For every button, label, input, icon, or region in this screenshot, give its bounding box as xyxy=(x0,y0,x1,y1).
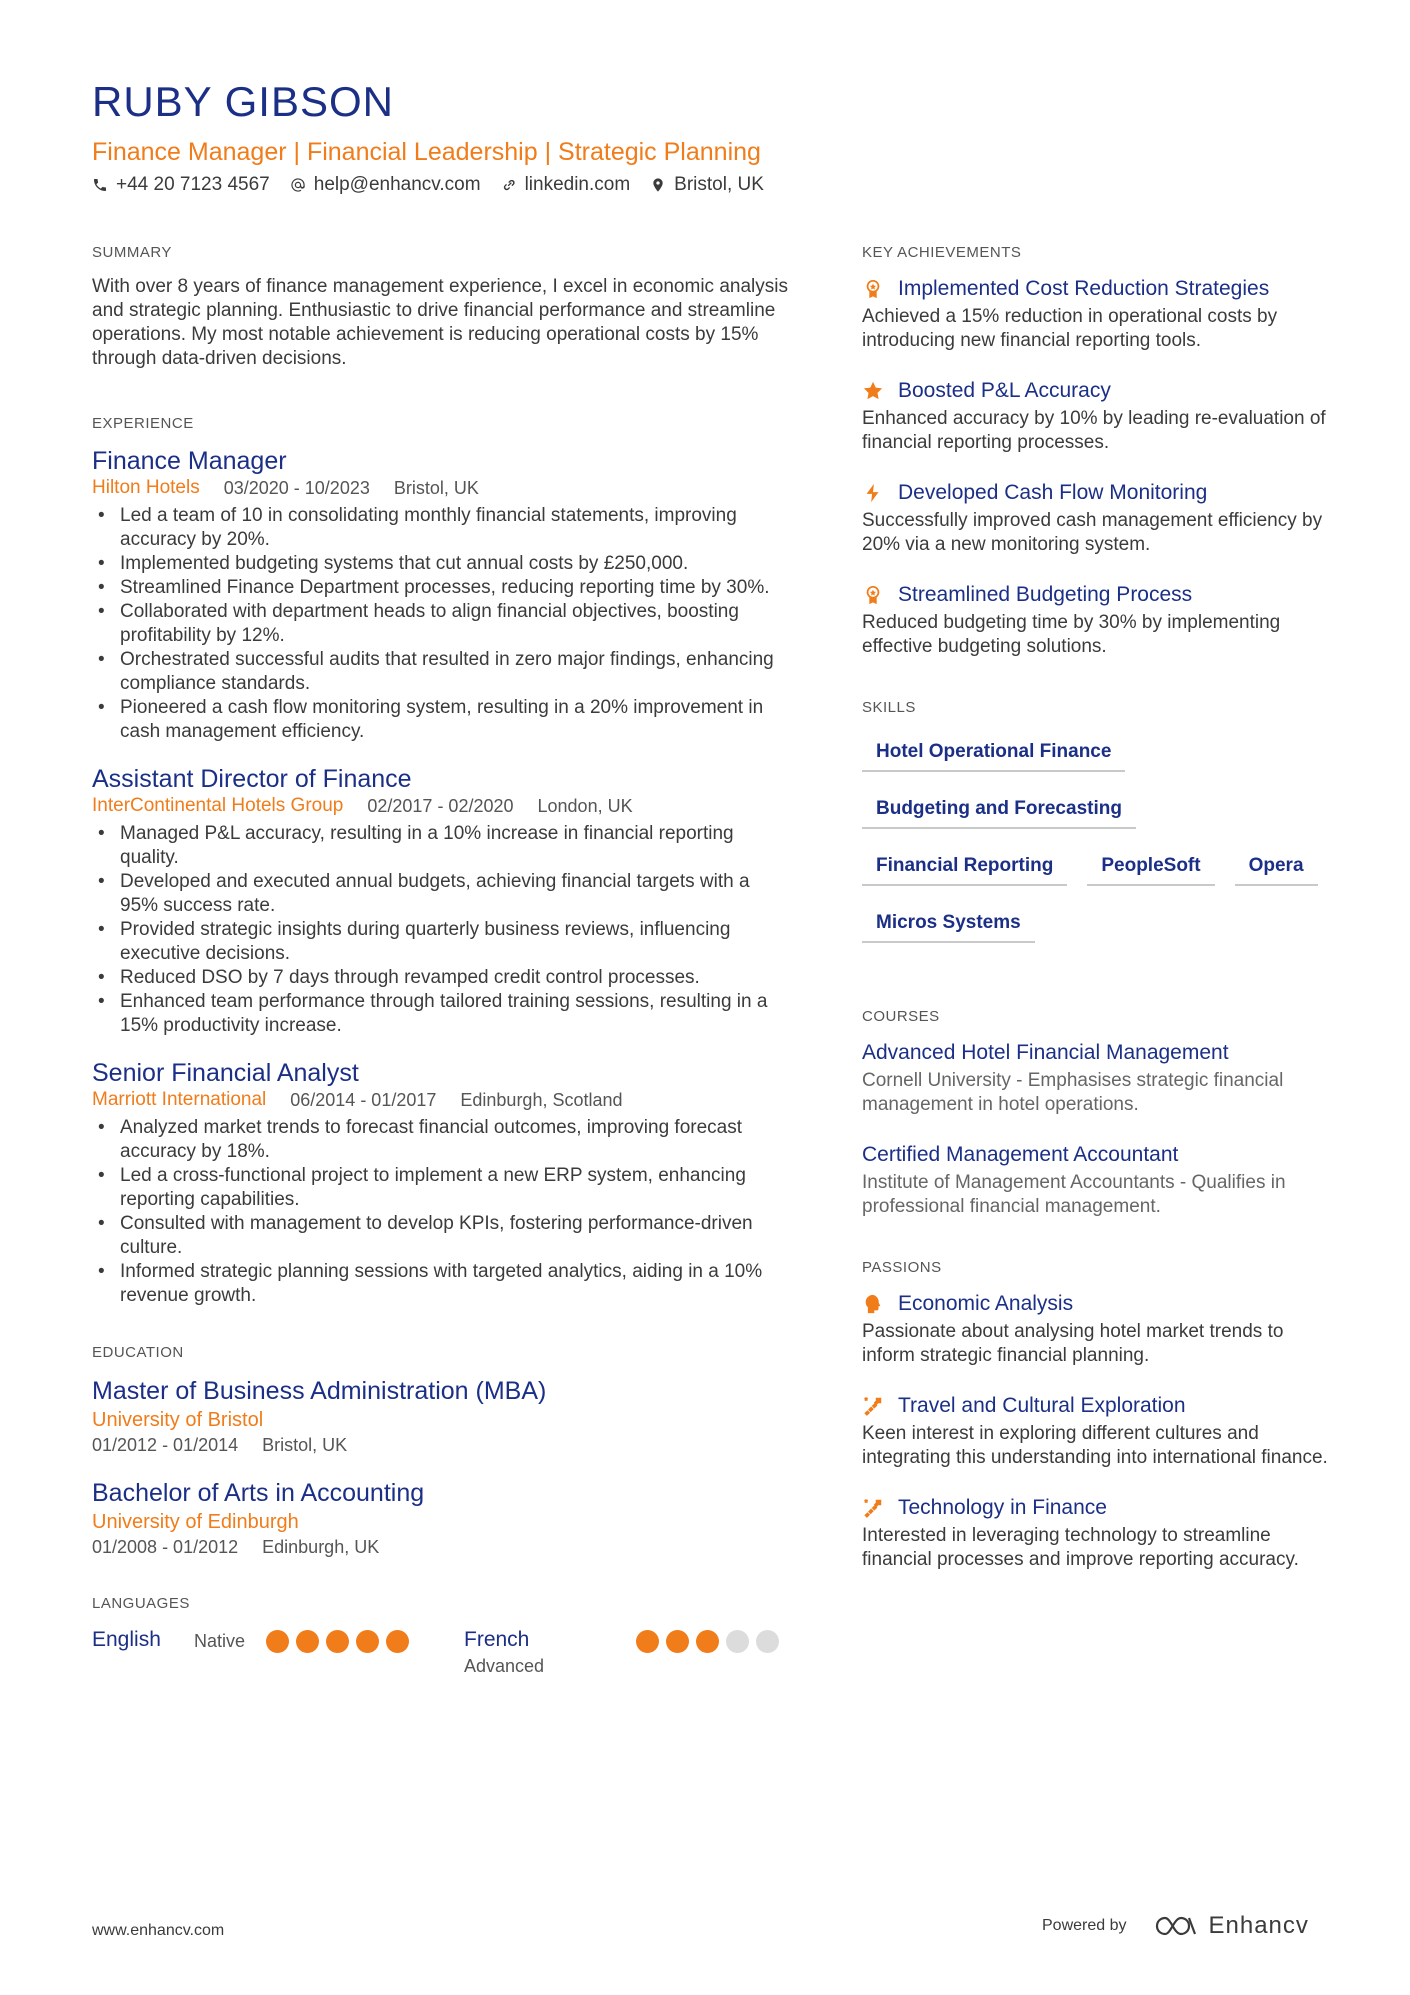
summary-heading: SUMMARY xyxy=(92,244,172,261)
experience-section xyxy=(92,415,792,1308)
achievement-title: Implemented Cost Reduction Strategies xyxy=(898,277,1270,300)
language-name: English xyxy=(92,1628,161,1651)
skill-tag: Financial Reporting xyxy=(862,844,1067,886)
passion-desc: Interested in leveraging technology to streamline financial processes and improve reporting accuracy. xyxy=(862,1525,1299,1570)
language-rating xyxy=(266,1630,409,1653)
achievement-desc: Enhanced accuracy by 10% by leading re-evaluation of financial reporting processes. xyxy=(862,408,1326,453)
job-bullets xyxy=(92,504,792,744)
education-entry xyxy=(92,1375,792,1457)
skill-tag: Budgeting and Forecasting xyxy=(862,787,1136,829)
passion-title: Travel and Cultural Exploration xyxy=(898,1394,1186,1417)
job-location: Bristol, UK xyxy=(393,478,479,498)
job-title: Assistant Director of Finance xyxy=(92,765,412,793)
location-pin-icon xyxy=(650,177,666,193)
course-title: Advanced Hotel Financial Management xyxy=(862,1041,1229,1064)
languages-section xyxy=(92,1595,792,1678)
language-level: Advanced xyxy=(464,1656,545,1676)
job-meta xyxy=(92,1088,792,1112)
achievement-item xyxy=(862,377,1332,455)
education-school: University of Edinburgh xyxy=(92,1511,299,1533)
job-bullet: • Managed P&L accuracy, resulting in a 10% increase in financial reporting quality. xyxy=(92,822,792,870)
languages-row xyxy=(92,1626,792,1678)
achievements-section xyxy=(862,244,1332,659)
right-column xyxy=(862,244,1332,1616)
skill-tag: PeopleSoft xyxy=(1087,844,1214,886)
achievement-item xyxy=(862,581,1332,659)
job-bullet: • Informed strategic planning sessions with targeted analytics, aiding in a 10% revenue growth. xyxy=(92,1260,792,1308)
courses-section xyxy=(862,1008,1332,1219)
rating-dot-filled xyxy=(386,1630,409,1653)
skills-section xyxy=(862,699,1332,958)
enhancv-logo-icon xyxy=(1153,1913,1199,1939)
course-desc: Cornell University - Emphasises strategic financial management in hotel operations. xyxy=(862,1070,1284,1115)
achievement-title: Boosted P&L Accuracy xyxy=(898,379,1111,402)
job-meta xyxy=(92,794,792,818)
job-bullet: • Led a team of 10 in consolidating monthly financial statements, improving accuracy by 20%. xyxy=(92,504,792,552)
education-meta xyxy=(92,1433,792,1457)
head-icon xyxy=(862,1293,884,1315)
achievement-title: Developed Cash Flow Monitoring xyxy=(898,481,1208,504)
passion-title: Economic Analysis xyxy=(898,1292,1074,1315)
contact-phone-text: +44 20 7123 4567 xyxy=(116,174,270,195)
contact-email-text: help@enhancv.com xyxy=(313,174,481,195)
language-rating xyxy=(636,1630,779,1653)
route-icon xyxy=(862,1395,884,1417)
candidate-title: Finance Manager | Financial Leadership | Strategic Planning xyxy=(92,138,761,166)
course-item xyxy=(862,1039,1332,1117)
job-bullet: • Pioneered a cash flow monitoring system, resulting in a 20% improvement in cash management efficiency. xyxy=(92,696,792,744)
contact-bar xyxy=(92,174,764,196)
rating-dot-filled xyxy=(666,1630,689,1653)
left-column xyxy=(92,244,792,1722)
rating-dot-filled xyxy=(326,1630,349,1653)
brand-logo[interactable] xyxy=(1153,1912,1309,1940)
rating-dot-empty xyxy=(756,1630,779,1653)
education-location: Edinburgh, UK xyxy=(262,1537,380,1557)
job-bullet: • Provided strategic insights during quarterly business reviews, influencing executive decisions. xyxy=(92,918,792,966)
job-bullet: • Orchestrated successful audits that resulted in zero major findings, enhancing compliance standards. xyxy=(92,648,792,696)
education-heading: EDUCATION xyxy=(92,1344,184,1361)
passion-head xyxy=(862,1392,1332,1420)
language-name: French xyxy=(464,1628,530,1651)
education-degree: Bachelor of Arts in Accounting xyxy=(92,1479,425,1507)
job-entry xyxy=(92,764,792,1038)
passions-section xyxy=(862,1259,1332,1572)
rating-dot-filled xyxy=(266,1630,289,1653)
job-bullets xyxy=(92,822,792,1038)
passion-desc: Keen interest in exploring different cultures and integrating this understanding into international finance. xyxy=(862,1423,1328,1468)
achievement-head xyxy=(862,581,1332,609)
course-title: Certified Management Accountant xyxy=(862,1143,1179,1166)
passion-head xyxy=(862,1494,1332,1522)
passion-title: Technology in Finance xyxy=(898,1496,1107,1519)
education-dates: 01/2008 - 01/2012 xyxy=(92,1537,239,1557)
job-company: Marriott International xyxy=(92,1089,267,1110)
experience-heading: EXPERIENCE xyxy=(92,415,194,432)
education-meta xyxy=(92,1535,792,1559)
job-meta xyxy=(92,476,792,500)
passions-heading: PASSIONS xyxy=(862,1259,942,1276)
course-item xyxy=(862,1141,1332,1219)
at-icon xyxy=(290,177,306,193)
achievement-item xyxy=(862,479,1332,557)
job-location: Edinburgh, Scotland xyxy=(460,1090,623,1110)
education-section xyxy=(92,1344,792,1559)
job-bullet: • Developed and executed annual budgets, achieving financial targets with a 95% success rate. xyxy=(92,870,792,918)
summary-section xyxy=(92,244,792,371)
passion-desc: Passionate about analysing hotel market trends to inform strategic financial planning. xyxy=(862,1321,1284,1366)
award-icon xyxy=(862,584,884,606)
language-level: Native xyxy=(194,1631,246,1651)
languages-heading: LANGUAGES xyxy=(92,1595,190,1612)
link-icon xyxy=(501,177,517,193)
contact-linkedin[interactable] xyxy=(501,174,631,196)
education-degree: Master of Business Administration (MBA) xyxy=(92,1377,547,1405)
job-entry xyxy=(92,1058,792,1308)
course-desc: Institute of Management Accountants - Qualifies in professional financial management. xyxy=(862,1172,1286,1217)
skills-heading: SKILLS xyxy=(862,699,916,716)
education-school: University of Bristol xyxy=(92,1409,264,1431)
rating-dot-filled xyxy=(296,1630,319,1653)
contact-phone[interactable] xyxy=(92,174,270,196)
achievement-desc: Achieved a 15% reduction in operational costs by introducing new financial reporting tools. xyxy=(862,306,1278,351)
job-bullet: • Implemented budgeting systems that cut annual costs by £250,000. xyxy=(92,552,792,576)
bolt-icon xyxy=(862,482,884,504)
achievements-heading: KEY ACHIEVEMENTS xyxy=(862,244,1022,261)
job-company: InterContinental Hotels Group xyxy=(92,795,344,816)
achievement-head xyxy=(862,275,1332,303)
job-bullet: • Analyzed market trends to forecast financial outcomes, improving forecast accuracy by 18%. xyxy=(92,1116,792,1164)
job-dates: 06/2014 - 01/2017 xyxy=(290,1090,437,1110)
brand-name: Enhancv xyxy=(1208,1912,1309,1939)
route-icon xyxy=(862,1497,884,1519)
language-entry xyxy=(464,1626,779,1678)
passion-item xyxy=(862,1392,1332,1470)
skill-tag: Hotel Operational Finance xyxy=(862,730,1125,772)
achievement-desc: Successfully improved cash management efficiency by 20% via a new monitoring system. xyxy=(862,510,1323,555)
powered-by-label: Powered by xyxy=(1042,1917,1127,1934)
job-bullet: • Consulted with management to develop KPIs, fostering performance-driven culture. xyxy=(92,1212,792,1260)
job-bullet: • Reduced DSO by 7 days through revamped credit control processes. xyxy=(92,966,792,990)
job-bullets xyxy=(92,1116,792,1308)
skills-list xyxy=(862,730,1332,958)
award-icon xyxy=(862,278,884,300)
candidate-name: RUBY GIBSON xyxy=(92,78,394,125)
contact-location-text: Bristol, UK xyxy=(674,174,764,195)
footer-website[interactable]: www.enhancv.com xyxy=(92,1922,225,1939)
summary-text: With over 8 years of finance management experience, I excel in economic analysis and strategic planning. Enthusiastic to drive financial performance and streamline operations. My most notable achievement is reducing operational costs by 15% through data-driven decisions. xyxy=(92,276,788,369)
job-location: London, UK xyxy=(537,796,633,816)
skill-tag: Opera xyxy=(1235,844,1318,886)
job-bullet: • Enhanced team performance through tailored training sessions, resulting in a 15% productivity increase. xyxy=(92,990,792,1038)
language-entry xyxy=(92,1626,464,1654)
passion-head xyxy=(862,1290,1332,1318)
job-title: Finance Manager xyxy=(92,447,287,475)
star-icon xyxy=(862,380,884,402)
education-entry xyxy=(92,1477,792,1559)
job-title: Senior Financial Analyst xyxy=(92,1059,359,1087)
rating-dot-filled xyxy=(356,1630,379,1653)
contact-email[interactable] xyxy=(290,174,481,196)
footer-branding xyxy=(1042,1912,1309,1940)
phone-icon xyxy=(92,177,108,193)
job-entry xyxy=(92,446,792,744)
achievement-item xyxy=(862,275,1332,353)
job-bullet: • Streamlined Finance Department processes, reducing reporting time by 30%. xyxy=(92,576,792,600)
contact-linkedin-text: linkedin.com xyxy=(524,174,631,195)
job-dates: 02/2017 - 02/2020 xyxy=(367,796,514,816)
education-dates: 01/2012 - 01/2014 xyxy=(92,1435,239,1455)
job-dates: 03/2020 - 10/2023 xyxy=(223,478,370,498)
rating-dot-filled xyxy=(636,1630,659,1653)
education-location: Bristol, UK xyxy=(262,1435,348,1455)
rating-dot-filled xyxy=(696,1630,719,1653)
courses-heading: COURSES xyxy=(862,1008,940,1025)
achievement-title: Streamlined Budgeting Process xyxy=(898,583,1193,606)
achievement-head xyxy=(862,479,1332,507)
contact-location xyxy=(650,174,764,196)
passion-item xyxy=(862,1494,1332,1572)
job-bullet: • Led a cross-functional project to implement a new ERP system, enhancing reporting capabilities. xyxy=(92,1164,792,1212)
language-text xyxy=(464,1626,636,1678)
achievement-head xyxy=(862,377,1332,405)
achievement-desc: Reduced budgeting time by 30% by implementing effective budgeting solutions. xyxy=(862,612,1281,657)
skill-tag: Micros Systems xyxy=(862,901,1035,943)
rating-dot-empty xyxy=(726,1630,749,1653)
passion-item xyxy=(862,1290,1332,1368)
job-bullet: • Collaborated with department heads to align financial objectives, boosting profitability by 12%. xyxy=(92,600,792,648)
job-company: Hilton Hotels xyxy=(92,477,200,498)
